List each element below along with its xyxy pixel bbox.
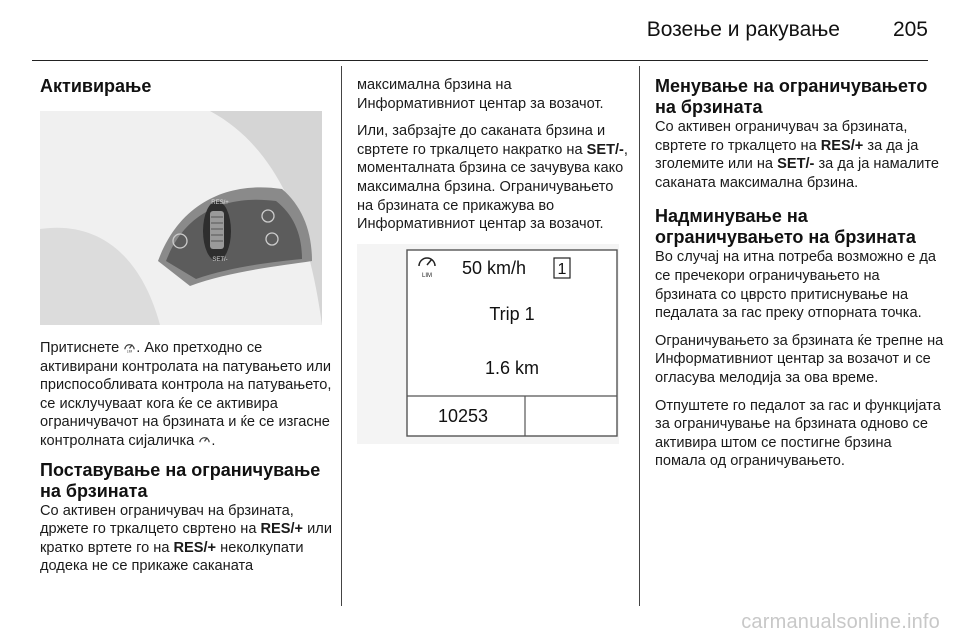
section-heading-setting: Поставување на ограничување на брзината <box>40 459 321 501</box>
continuation-paragraph: максимална брзина на Информативниот центар за возачот. <box>357 77 604 112</box>
activation-paragraph: Притиснете LIM . Ако претходно се активирани контролата на патувањето или приспособливата контрола на патувањето, се исклучуваат кога ќе се активира ограничувачот на брзината и ќе се изгасне контролната сијаличка . <box>40 340 332 449</box>
speed-limiter-icon <box>123 340 136 353</box>
setting-paragraph: Со активен ограничувач на брзината, држете го тркалцето свртено на RES/+ или кратко вртете го на RES/+ неколкупати додека не се прикаже саканата <box>40 502 332 575</box>
display-trip-label: Trip 1 <box>489 303 535 324</box>
changing-paragraph: Со активен ограничувач за брзината, свртете го тркалцето на RES/+ за да ја зголемите или на SET/- за да ја намалите саканата максимална брзина. <box>655 119 940 191</box>
column-divider-1 <box>341 66 342 606</box>
exceeding-paragraph: Во случај на итна потреба возможно е да се пречекори ограничувањето на брзината со цврсто притиснување на педалата за гас преку отпорната точка. <box>655 249 936 322</box>
footer-watermark: carmanualsonline.info <box>741 611 940 633</box>
column-divider-2 <box>639 66 640 606</box>
column-1 <box>40 76 332 585</box>
limiter-label: LIM <box>421 272 433 279</box>
driver-info-display-figure <box>357 244 619 444</box>
column-3 <box>655 76 945 480</box>
display-speed: 50 km/h <box>462 257 527 278</box>
display-trip-value: 1.6 km <box>484 357 540 378</box>
header-rule <box>32 60 928 61</box>
section-heading-exceeding: Надминување на ограничувањето на брзината <box>655 206 916 248</box>
column-2 <box>357 76 633 444</box>
page-number: 205 <box>892 18 928 41</box>
warning-paragraph: Ограничувањето за брзината ќе трепне на Информативниот центар за возачот и се огласува мелодија за ова време. <box>655 332 944 386</box>
section-heading-activation: Активирање <box>40 76 152 96</box>
display-gear: 1 <box>557 260 567 278</box>
set-paragraph: Или, забрзајте до саканата брзина и свртете го тркалцето накратко на SET/-, моменталната брзина се зачувува како максимална брзина. Ограничувањето на брзината се прикажува во Информативниот центар за возачот. <box>357 123 628 233</box>
release-paragraph: Отпуштете го педалот за гас и функцијата за ограничување на брзината одново се активира штом се постигне брзина помала од ограничувањето. <box>655 397 941 470</box>
svg-text:LIM: LIM <box>127 349 133 353</box>
wheel-label-res: RES/+ <box>211 200 229 206</box>
header-title: Возење и ракување <box>646 18 840 41</box>
section-heading-changing: Менување на ограничувањето на брзината <box>655 76 928 117</box>
wheel-label-set: SET/- <box>212 257 228 263</box>
cruise-control-icon <box>198 433 211 446</box>
display-odometer: 10253 <box>437 405 489 426</box>
steering-wheel-controls-figure <box>40 111 322 325</box>
